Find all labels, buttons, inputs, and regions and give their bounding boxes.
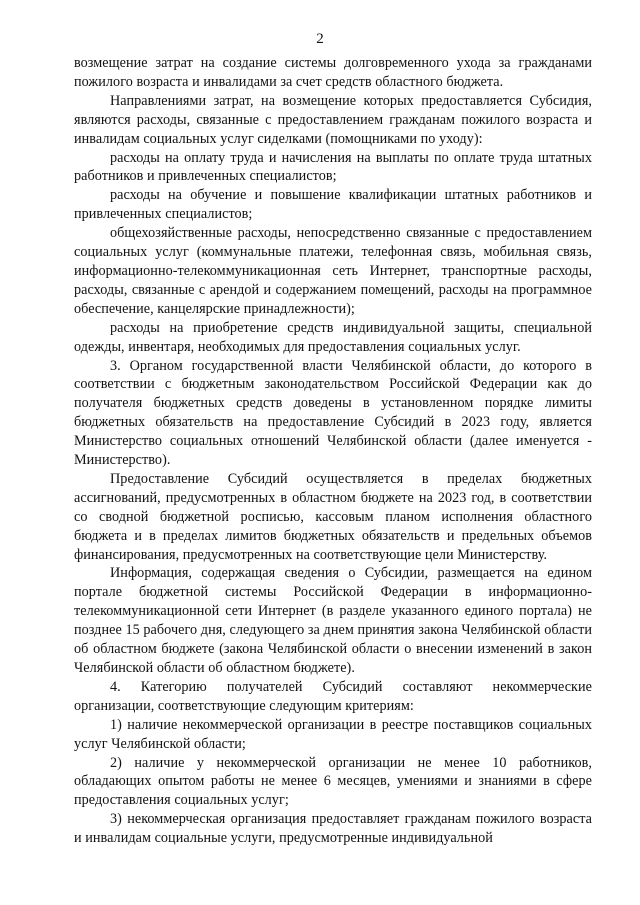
paragraph-general-costs: общехозяйственные расходы, непосредственно связанные с предоставлением социальных услуг (коммунальные платежи, телефонная связь, мобильная связь, информационно-телекоммуникационная сеть Интернет, транспортные расходы, расходы, связанные с арендой и содержанием помещений, расходы на программное обеспечение, канцелярские принадлежности); (74, 225, 592, 317)
paragraph-section-4: 4. Категорию получателей Субсидий составляют некоммерческие организации, соответствующие следующим критериям: (74, 678, 592, 714)
paragraph-subsidy-provision: Предоставление Субсидий осуществляется в пределах бюджетных ассигнований, предусмотренных в областном бюджете на 2023 год, в соответствии со сводной бюджетной росписью, кассовым планом исполнения областного бюджета и в пределах лимитов бюджетных обязательств и предельных объемов финансирования, предусмотренных на соответствующие цели Министерству. (74, 470, 592, 563)
paragraph-subsidy-information: Информация, содержащая сведения о Субсидии, размещается на едином портале бюджетной системы Российской Федерации в информационно-телекоммуникационной сети Интернет (в разделе указанного единого портала) не позднее 15 рабочего дня, следующего за днем принятия закона Челябинской области об областном бюджете (закона Челябинской области о внесении изменений в закон Челябинской области об областном бюджете). (74, 565, 592, 676)
paragraph-section-3: 3. Органом государственной власти Челябинской области, до которого в соответствии с бюджетным законодательством Российской Федерации как до получателя бюджетных средств доведены в установленном порядке лимиты бюджетных обязательств на предоставление Субсидий в 2023 году, является Министерство социальных отношений Челябинской области (далее именуется - Министерство). (74, 357, 592, 469)
paragraph-expense-directions: Направлениями затрат, на возмещение которых предоставляется Субсидия, являются расходы, связанные с предоставлением гражданам пожилого возраста и инвалидам социальных услуг сиделками (помощниками по уходу): (74, 92, 592, 147)
paragraph-continuation: возмещение затрат на создание системы долговременного ухода за гражданами пожилого возраста и инвалидами за счет средств областного бюджета. (74, 55, 592, 90)
page-number: 2 (316, 31, 324, 47)
paragraph-criterion-1: 1) наличие некоммерческой организации в реестре поставщиков социальных услуг Челябинской области; (74, 716, 592, 752)
document-body (74, 54, 592, 848)
paragraph-labor-costs: расходы на оплату труда и начисления на выплаты по оплате труда штатных работников и привлеченных специалистов; (74, 149, 592, 185)
paragraph-training-costs: расходы на обучение и повышение квалификации штатных работников и привлеченных специалистов; (74, 187, 592, 223)
paragraph-equipment-costs: расходы на приобретение средств индивидуальной защиты, специальной одежды, инвентаря, необходимых для предоставления социальных услуг. (74, 319, 592, 355)
paragraph-criterion-2: 2) наличие у некоммерческой организации не менее 10 работников, обладающих опытом работы не менее 6 месяцев, умениями и знаниями в сфере предоставления социальных услуг; (74, 754, 592, 809)
paragraph-criterion-3: 3) некоммерческая организация предоставляет гражданам пожилого возраста и инвалидам социальные услуги, предусмотренные индивидуальной (74, 811, 592, 847)
